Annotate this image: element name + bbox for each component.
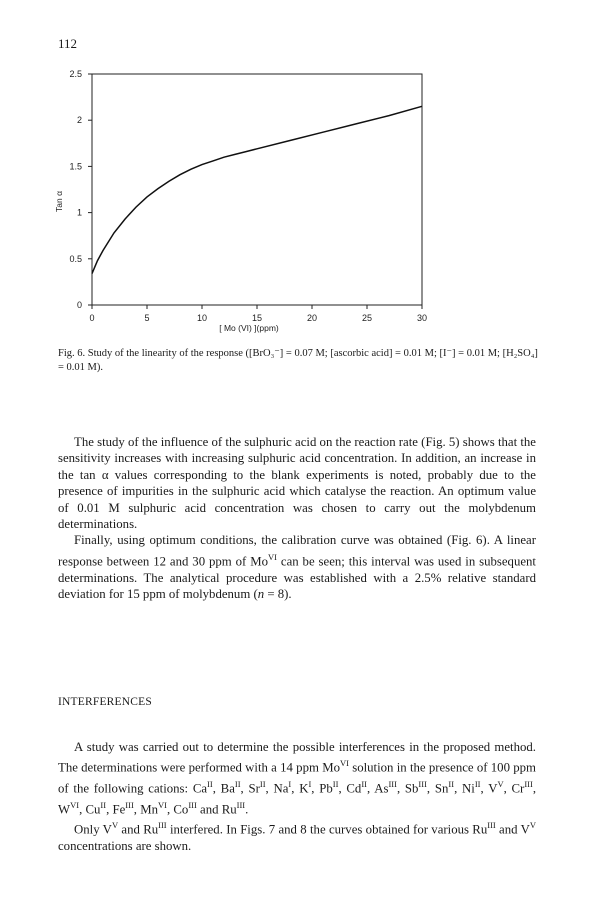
x-tick-label: 20 — [306, 313, 318, 323]
y-tick-label: 0.5 — [69, 253, 82, 264]
paragraph: Only $V^V$ and $Ru^{III}$ interfered. In Figs. 7 and 8 the curves obtained for various $Ru^{III}$ and $V^V$ concentrations are shown. — [58, 820, 537, 854]
y-tick-label: 2.5 — [69, 69, 82, 79]
x-tick-label: 15 — [251, 313, 263, 323]
paragraph: Finally, using optimum conditions, the calibration curve was obtained (Fig. 6). A linear response between 12 and 30 ppm of $Mo^{VI}$ can be seen; this interval was used in subsequent determinations. The analytical procedure was established with a 2.5% relative standard deviation for 15 ppm of molybdenum (n = 8). — [58, 533, 536, 601]
y-tick-label: 0 — [76, 300, 82, 310]
section-heading: INTERFERENCES — [58, 696, 152, 708]
y-axis-label: Tan α — [54, 191, 64, 212]
body-section-2 — [58, 739, 536, 855]
y-tick-label: 1.5 — [69, 161, 82, 172]
x-tick-label: 10 — [196, 313, 208, 323]
plot-frame — [92, 74, 422, 305]
y-tick-label: 1 — [76, 207, 82, 218]
figure-caption-text: Study of the linearity of the response ([BrO₃⁻] = 0.07 M; [ascorbic acid] = 0.01 M; [I⁻] = 0.01 M; [H₂SO₄] = 0.01 M). — [58, 348, 538, 373]
linearity-chart — [36, 64, 456, 339]
series-line — [92, 106, 422, 273]
x-tick-label: 25 — [361, 313, 373, 323]
x-tick-label: 5 — [144, 313, 150, 323]
x-axis-label: [ Mo (VI) ](ppm) — [219, 323, 279, 333]
figure-label: Fig. 6. — [58, 348, 86, 359]
x-tick-label: 30 — [416, 313, 428, 323]
page-number: 112 — [58, 36, 78, 51]
paragraph: The study of the influence of the sulphuric acid on the reaction rate (Fig. 5) shows that the sensitivity increases with increasing sulphuric acid concentration. In addition, an increase in the tan α values corresponding to the blank experiments is noted, probably due to the presence of impurities in the sulphuric acid which catalyse the reaction. An optimum value of 0.01 M sulphuric acid concentration was chosen to carry out the molybdenum determinations. — [58, 435, 536, 532]
body-section-1 — [58, 434, 536, 602]
x-tick-label: 0 — [89, 313, 95, 323]
y-tick-label: 2 — [76, 115, 82, 126]
figure-caption — [58, 347, 544, 374]
paragraph: A study was carried out to determine the possible interferences in the proposed method. The determinations were performed with a 14 ppm $Mo^{VI}$ solution in the presence of 100 ppm of the following cations: $Ca^{II}$, $Ba^{II}$, $Sr^{II}$, $Na^I$, $K^I$, $Pb^{II}$, $Cd^{II}$, $As^{III}$, $Sb^{III}$, $Sn^{II}$, $Ni^{II}$, $V^V$, $Cr^{III}$, $W^{VI}$, $Cu^{II}$, $Fe^{III}$, $Mn^{VI}$, $Co^{III}$ and $Ru^{III}$. — [58, 740, 537, 817]
